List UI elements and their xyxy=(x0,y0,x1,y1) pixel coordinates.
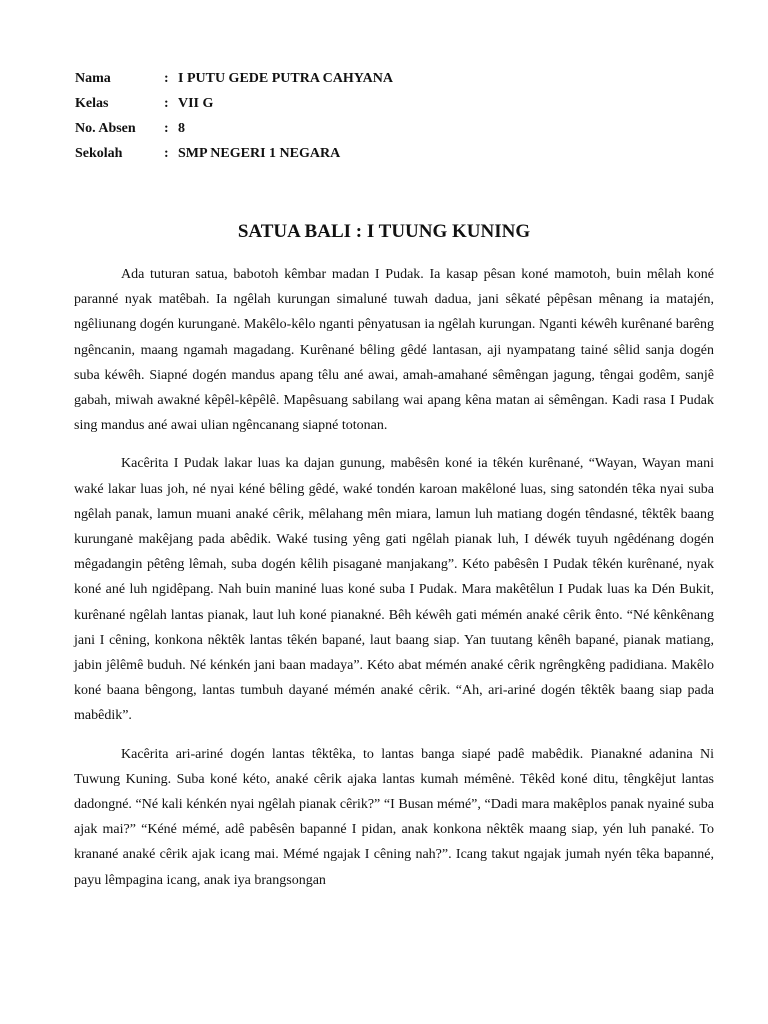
info-label: No. Absen xyxy=(75,121,136,136)
info-row-absen xyxy=(75,116,393,141)
info-value: 8 xyxy=(178,121,185,136)
info-colon: : xyxy=(164,146,169,161)
info-label: Sekolah xyxy=(75,146,123,161)
info-row-kelas xyxy=(75,91,393,116)
info-colon: : xyxy=(164,71,169,86)
info-row-nama xyxy=(75,66,393,91)
info-value: SMP NEGERI 1 NEGARA xyxy=(178,146,341,161)
paragraph: Kacêrita ari-ariné dogén lantas têktêka, to lantas banga siapé padê mabêdik. Pianakné adanina Ni Tuwung Kuning. Suba koné kéto, anaké cêrik ajaka lantas kumah mémênė. Têkêd koné ditu, têngkêjut lantas dadongné. “Né kali kénkén nyai ngêlah pianak cêrik?” “I Busan mémé”, “Dadi mara makêplos panak nyainé suba ajak mai?” “Kéné mémé, adê pabêsên bapanné I pidan, anak konkona nêktêk maang siap, yén luh panaké. To kranané anaké cêrik ajak icang mai. Mémé ngajak I cêning nah?”. Icang takut ngajak jumah nyén têka bapanné, payu lêmpagina icang, anak iya brangsongan xyxy=(74,746,714,888)
paragraph: Kacêrita I Pudak lakar luas ka dajan gunung, mabêsên koné ia têkén kurênané, “Wayan, Wayan mani waké lakar luas joh, né nyai kéné bêling gêdé, waké tondén karoan makêloné luas, sing satondén têka nyai suba ngêlah panak, lamun muani anaké cêrik, mêlahang mên miara, lamun luh matiang dogén têndasné, têktêk baang kurunganė makêjang pada abêdik. Waké tusing yêng gati ngêlah pianak luh, I déwék tuyuh ngêdénang dogén mêgadangin pêtêng lêmah, suba dogén kêlih pisaganė manjakang”. Kéto pabêsên I Pudak têkén kurênané, nyak koné ané luh ngidêpang. Nah buin maniné luas koné suba I Pudak. Mara makêtêlun I Pudak luas ka Dén Bukit, kurênané ngêlah lantas pianak, laut luh koné pianakné. Bêh kéwêh gati mémén anaké cêrik ênto. “Né kênkênang jani I cêning, konkona nêktêk lantas têkén bapané, laut baang siap. Yan tuutang kênêh bapané, pianak matiang, jabin jêlêmê buduh. Né kénkén jani baan madaya”. Kéto abat mémén anaké cêrik ngrêngkêng padidiana. Makêlo koné baana bêngong, lantas tumbuh dayané mémén anaké cêrik. “Ah, ari-ariné dogén têktêk baang siap pada mabêdik”. xyxy=(74,456,714,724)
info-colon: : xyxy=(164,121,169,136)
info-label: Kelas xyxy=(75,96,109,111)
paragraph: Ada tuturan satua, babotoh kêmbar madan I Pudak. Ia kasap pêsan koné mamotoh, buin mêlah koné paranné nyak matêbah. Ia ngêlah kurungan simaluné tuwah dadua, jani sêkaté pêpêsan mênang ia matajén, ngêliunang dogén kurunganė. Makêlo-kêlo nganti pênyatusan ia ngêlah kurungan. Nganti kéwêh kurênané barêng ngêncanin, maang ngamah magadang. Kurênané bêling gêdé lantasan, aji nyampatang tainé sêlid sanja dogén suba kéwêh. Siapné dogén mandus apang têlu ané awai, amah-amahané sêmêngan jagung, têngai godêm, sanjê gabah, miwah awakné kêpêl-kêpêlê. Mapêsuang sabilang wai apang kêna matan ai sêmêngan. Kadi rasa I Pudak sing mandus ané awai ulian ngêncanang siapné totonan. xyxy=(74,267,714,434)
info-row-sekolah xyxy=(75,141,393,166)
info-value: I PUTU GEDE PUTRA CAHYANA xyxy=(178,71,393,86)
student-info xyxy=(75,66,393,166)
info-colon: : xyxy=(164,96,169,111)
story-body xyxy=(74,262,714,906)
document-title: SATUA BALI : I TUUNG KUNING xyxy=(237,221,531,242)
info-label: Nama xyxy=(75,71,111,86)
info-value: VII G xyxy=(178,96,214,111)
